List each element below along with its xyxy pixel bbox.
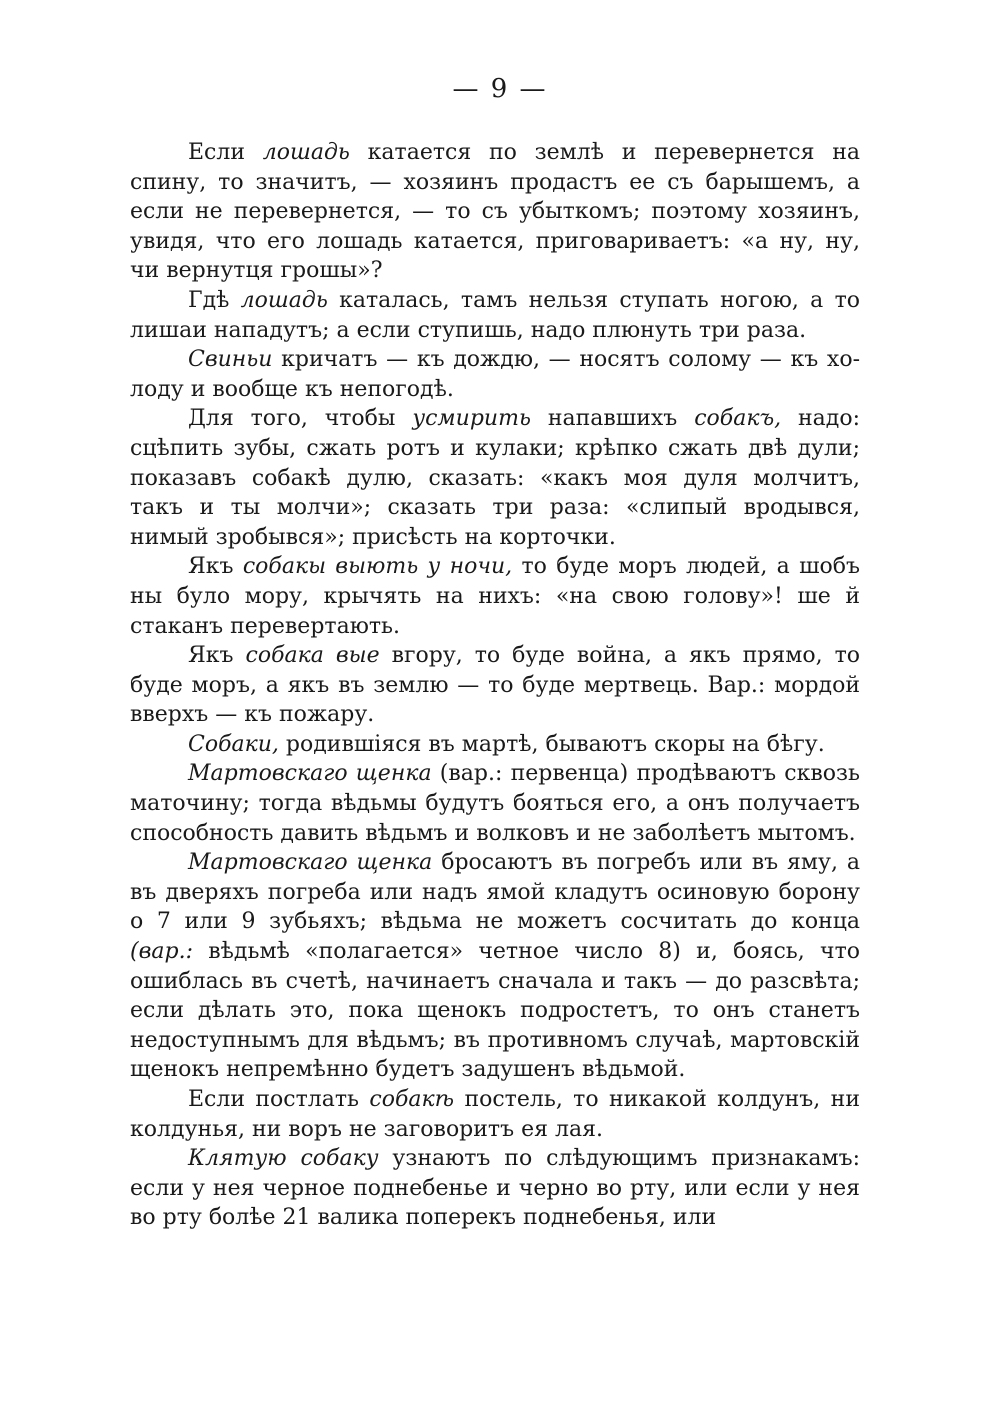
italic-term: Мартовскаго щенка bbox=[188, 850, 433, 876]
text-run: напавшихъ bbox=[530, 406, 695, 432]
text-run: Для того, чтобы bbox=[188, 406, 413, 432]
text-run: вѣдьмѣ «полагается» четное число 8) и, боясь, что ошиблась въ счетѣ, начинаетъ сначала и такъ — до разсвѣта; если дѣлать это, пока щенокъ подростетъ, то онъ станетъ недоступнымъ для вѣдьмъ; въ противномъ случаѣ, мартовскiй щенокъ непремѣнно будетъ задушенъ вѣдьмой. bbox=[130, 939, 860, 1083]
italic-term: Собаки, bbox=[188, 731, 279, 757]
text-run: постель, то никакой колдунъ, ни колдунья, ни воръ не заговоритъ ея лая. bbox=[130, 1087, 860, 1142]
italic-term: усмирить bbox=[412, 406, 531, 432]
text-run: Якъ bbox=[188, 554, 243, 580]
italic-term: собакѣ bbox=[369, 1087, 455, 1112]
italic-term: Свиньи bbox=[188, 347, 273, 373]
italic-term: лошадь bbox=[262, 140, 350, 165]
text-run: Если bbox=[188, 140, 263, 165]
italic-term: Клятую собаку bbox=[188, 1146, 379, 1172]
text-run: Якъ bbox=[188, 643, 246, 669]
italic-term: Мартовскаго щенка bbox=[188, 761, 432, 787]
italic-term: (вар.: bbox=[130, 939, 193, 965]
text-run: то буде моръ людей, а шобъ ны було мору, крычять на нихъ: «на свою голову»! ше й стаканъ перевертають. bbox=[130, 554, 861, 639]
text-run: (вар.: первенца) продѣваютъ сквозь маточину; тогда вѣдьмы будутъ бояться его, а онъ получаетъ способность давить вѣдьмъ и волковъ и не заболѣетъ мытомъ. bbox=[130, 761, 860, 846]
italic-term: собакъ, bbox=[694, 406, 782, 432]
paragraph bbox=[130, 286, 860, 345]
paragraph bbox=[130, 345, 860, 404]
text-run: надо: сцѣпить зубы, сжать ротъ и кулаки; крѣпко сжать двѣ дули; показавъ собакѣ дулю, сказать: «какъ моя дуля молчитъ, такъ и ты молчи»; сказать три раза: «слипый вродывся, нимый зробывся»; присѣсть на корточки. bbox=[130, 406, 860, 550]
text-run: катается по землѣ и перевернется на спину, то значитъ, — хозяинъ продастъ ее съ барышемъ, а если не перевернется, — то съ убыткомъ; поэтому хозяинъ, увидя, что его лошадь катается, приговариваетъ: «а ну, ну, чи вернутця грошы»? bbox=[130, 140, 861, 284]
italic-term: лошадь bbox=[240, 287, 328, 313]
paragraph bbox=[130, 404, 860, 552]
paragraph bbox=[130, 848, 860, 1085]
paragraph bbox=[130, 138, 860, 286]
text-run: кричатъ — къ дождю, — носятъ солому — къ холоду и вообще къ непогодѣ. bbox=[130, 347, 860, 402]
page-number: — 9 — bbox=[452, 74, 548, 104]
paragraph bbox=[130, 730, 860, 760]
text-run: родившiяся въ мартѣ, бываютъ скоры на бѣгу. bbox=[278, 731, 825, 757]
italic-term: собакы выють у ночи, bbox=[242, 554, 513, 580]
paragraph bbox=[130, 1085, 860, 1144]
paragraph bbox=[130, 1144, 860, 1233]
text-run: вгору, то буде война, а якъ прямо, то буде моръ, а якъ въ землю — то буде мертвець. Вар.: мордой вверхъ — къ пожару. bbox=[130, 643, 860, 728]
paragraph bbox=[130, 641, 860, 730]
paragraph bbox=[130, 759, 860, 848]
italic-term: собака вые bbox=[245, 643, 380, 669]
paragraph bbox=[130, 552, 860, 641]
text-run: каталась, тамъ нельзя ступать ногою, а то лишаи нападутъ; а если ступишь, надо плюнуть три раза. bbox=[130, 287, 860, 343]
text-run: Если постлать bbox=[188, 1087, 370, 1112]
text-run: Гдѣ bbox=[188, 287, 241, 313]
text-run: узнаютъ по слѣдующимъ признакамъ: если у нея черное поднебенье и черно во рту, или если у нея во рту болѣе 21 валика поперекъ поднебенья, или bbox=[130, 1146, 860, 1231]
body-text bbox=[130, 138, 860, 1233]
text-run: бросаютъ въ погребъ или въ яму, а въ дверяхъ погреба или надъ ямой кладутъ осиновую борону о 7 или 9 зубьяхъ; вѣдьма не можетъ сосчитать до конца bbox=[130, 850, 860, 935]
